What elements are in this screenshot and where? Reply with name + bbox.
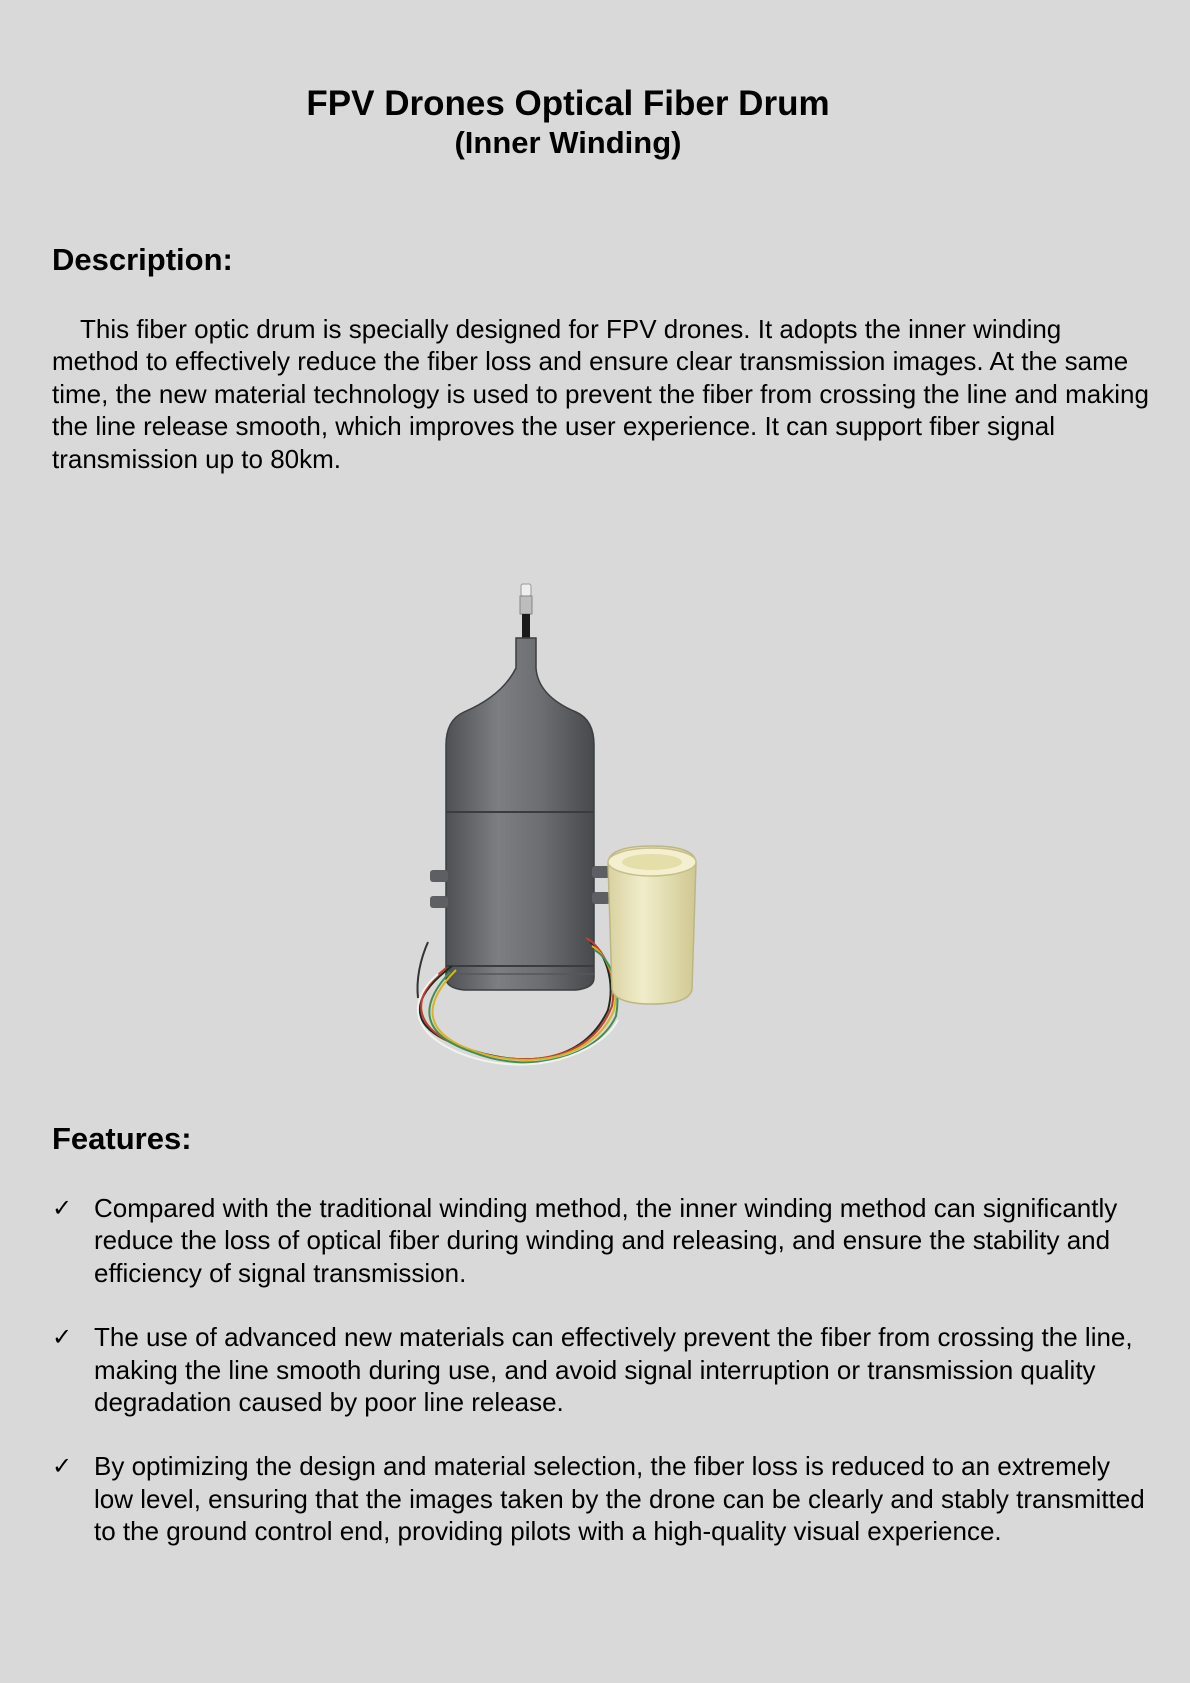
list-item — [52, 1321, 1152, 1418]
checkmark-icon: ✓ — [52, 1452, 73, 1481]
description-heading: Description: — [52, 242, 233, 277]
page-subtitle: (Inner Winding) — [454, 125, 682, 160]
page-title: FPV Drones Optical Fiber Drum — [306, 84, 830, 123]
list-item — [52, 1450, 1152, 1547]
description-text: This fiber optic drum is specially designed for FPV drones. It adopts the inner winding method to effectively reduce the fiber loss and ensure clear transmission images. At the same time, the new material technology is used to prevent the fiber from crossing the line and making the line release smooth, which improves the user experience. It can support fiber signal transmission up to 80km. — [52, 314, 1149, 474]
features-heading: Features: — [52, 1121, 192, 1156]
list-item — [52, 1192, 1152, 1289]
fiber-connector — [520, 584, 532, 638]
features-list — [52, 1192, 1152, 1580]
fiber-drum — [430, 638, 610, 990]
checkmark-icon: ✓ — [52, 1194, 73, 1222]
feature-text: By optimizing the design and material selection, the fiber loss is reduced to an extremely low level, ensuring that the images taken by the drone can be clearly and stably transmitted to the ground control end, providing pilots with a high-quality visual experience. — [94, 1451, 1145, 1547]
title-block — [0, 84, 1136, 162]
product-photo — [380, 570, 780, 1090]
feature-text: Compared with the traditional winding method, the inner winding method can significantly reduce the loss of optical fiber during winding and releasing, and ensure the stability and efficiency of signal transmission. — [94, 1193, 1118, 1288]
feature-text: The use of advanced new materials can effectively prevent the fiber from crossing the line, making the line smooth during use, and avoid signal interruption or transmission quality degradation caused by poor line release. — [94, 1322, 1133, 1418]
checkmark-icon: ✓ — [52, 1323, 73, 1352]
fiber-spool — [608, 846, 696, 1004]
